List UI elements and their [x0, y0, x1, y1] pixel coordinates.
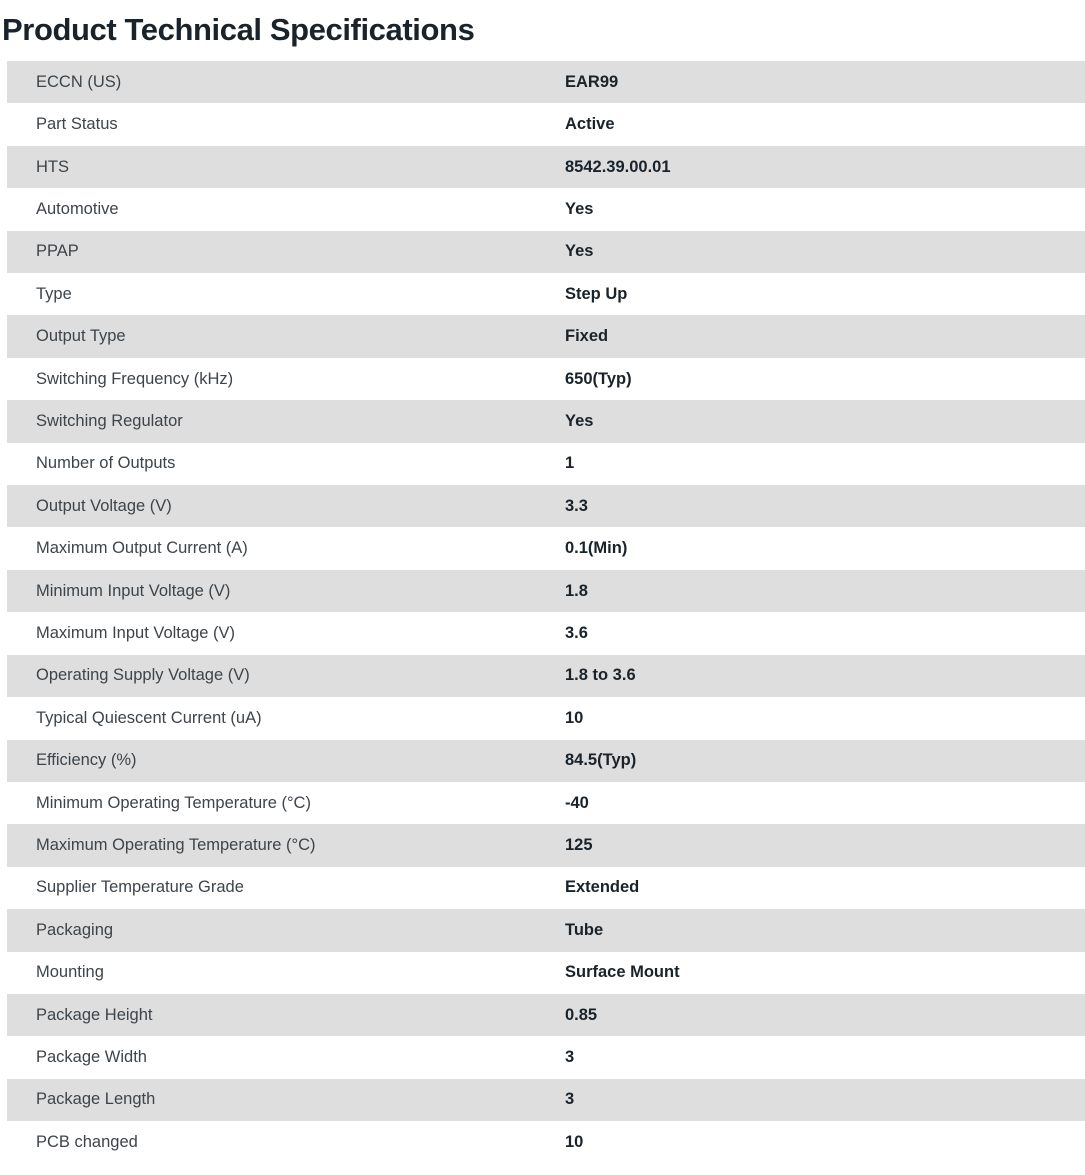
table-row: [7, 103, 1085, 145]
row-value: Fixed: [565, 327, 609, 346]
table-row: [7, 824, 1085, 866]
row-label: Type: [36, 284, 72, 303]
row-value: 1.8 to 3.6: [565, 666, 636, 685]
row-label: Switching Regulator: [36, 411, 183, 430]
row-value: Tube: [565, 920, 604, 939]
table-row: [7, 1079, 1085, 1121]
row-value: 0.1(Min): [565, 539, 628, 558]
row-value: Surface Mount: [565, 963, 680, 982]
row-value: 8542.39.00.01: [565, 157, 671, 176]
row-value: 84.5(Typ): [565, 751, 637, 770]
row-label: Package Width: [36, 1048, 147, 1067]
row-label: Operating Supply Voltage (V): [36, 666, 250, 685]
row-value: Active: [565, 115, 615, 134]
row-label: Number of Outputs: [36, 454, 176, 473]
row-value: 3: [565, 1048, 575, 1067]
row-label: Minimum Input Voltage (V): [36, 581, 231, 600]
table-row: [7, 1121, 1085, 1163]
spec-table: [0, 61, 1085, 1164]
row-label: Maximum Operating Temperature (°C): [36, 836, 316, 855]
table-row: [7, 527, 1085, 569]
table-row: [7, 188, 1085, 230]
table-row: [7, 231, 1085, 273]
row-label: ECCN (US): [36, 72, 122, 91]
table-row: [7, 315, 1085, 357]
table-row: [7, 952, 1085, 994]
row-label: Output Voltage (V): [36, 496, 172, 515]
table-row: [7, 61, 1085, 103]
row-value: 125: [565, 836, 593, 855]
table-row: [7, 740, 1085, 782]
row-label: Packaging: [36, 920, 114, 939]
table-row: [7, 273, 1085, 315]
row-label: Minimum Operating Temperature (°C): [36, 793, 311, 812]
row-label: Mounting: [36, 963, 104, 982]
table-row: [7, 1036, 1085, 1078]
row-label: Supplier Temperature Grade: [36, 878, 244, 897]
row-label: Maximum Input Voltage (V): [36, 623, 235, 642]
table-row: [7, 612, 1085, 654]
row-value: Step Up: [565, 284, 628, 303]
table-row: [7, 146, 1085, 188]
row-label: Automotive: [36, 199, 119, 218]
row-value: 10: [565, 1132, 584, 1151]
table-row: [7, 697, 1085, 739]
row-value: Yes: [565, 411, 594, 430]
row-label: Output Type: [36, 327, 126, 346]
row-label: HTS: [36, 157, 69, 176]
row-value: 1: [565, 454, 575, 473]
row-value: -40: [565, 793, 589, 812]
row-label: Maximum Output Current (A): [36, 539, 248, 558]
table-row: [7, 782, 1085, 824]
page-title: Product Technical Specifications: [2, 12, 475, 47]
row-label: Package Height: [36, 1005, 153, 1024]
row-value: 3.6: [565, 623, 588, 642]
table-row: [7, 400, 1085, 442]
row-value: Extended: [565, 878, 640, 897]
row-label: Part Status: [36, 115, 118, 134]
row-label: Efficiency (%): [36, 751, 137, 770]
row-value: 3.3: [565, 496, 588, 515]
row-value: Yes: [565, 242, 594, 261]
table-row: [7, 655, 1085, 697]
table-row: [7, 443, 1085, 485]
row-label: Typical Quiescent Current (uA): [36, 708, 262, 727]
row-value: 0.85: [565, 1005, 598, 1024]
row-value: 650(Typ): [565, 369, 632, 388]
row-label: PPAP: [36, 242, 79, 261]
row-label: Package Length: [36, 1090, 156, 1109]
table-row: [7, 485, 1085, 527]
row-label: PCB changed: [36, 1132, 138, 1151]
row-value: Yes: [565, 199, 594, 218]
table-row: [7, 867, 1085, 909]
table-row: [7, 570, 1085, 612]
table-row: [7, 909, 1085, 951]
row-value: EAR99: [565, 72, 619, 91]
table-row: [7, 994, 1085, 1036]
row-value: 3: [565, 1090, 575, 1109]
row-value: 1.8: [565, 581, 588, 600]
row-value: 10: [565, 708, 584, 727]
row-label: Switching Frequency (kHz): [36, 369, 234, 388]
table-row: [7, 358, 1085, 400]
